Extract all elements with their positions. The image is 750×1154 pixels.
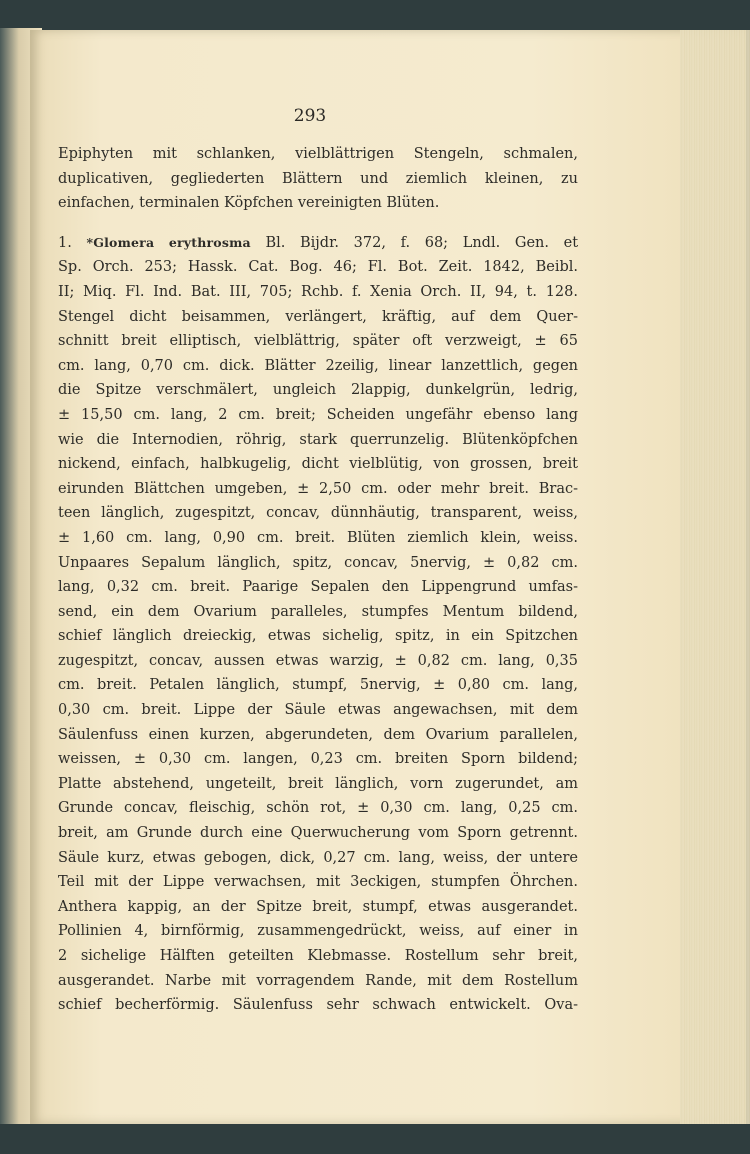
paragraph-gap: [58, 216, 578, 231]
text-line: Grunde concav, fleischig, schön rot, ± 0,30 cm. lang, 0,25 cm.: [58, 800, 578, 817]
text-line: weissen, ± 0,30 cm. langen, 0,23 cm. breiten Sporn bildend;: [58, 751, 578, 768]
text-line: eirunden Blättchen umgeben, ± 2,50 cm. oder mehr breit. Brac-: [58, 480, 578, 497]
text-line: Sp. Orch. 253; Hassk. Cat. Bog. 46; Fl. Bot. Zeit. 1842, Beibl.: [58, 259, 578, 276]
text-line: zugespitzt, concav, aussen etwas warzig, ± 0,82 cm. lang, 0,35: [58, 652, 578, 669]
text-line: Pollinien 4, birnförmig, zusammengedrückt, weiss, auf einer in: [58, 923, 578, 940]
text-line: II; Miq. Fl. Ind. Bat. III, 705; Rchb. f. Xenia Orch. II, 94, t. 128.: [58, 283, 578, 300]
text-line: cm. lang, 0,70 cm. dick. Blätter 2zeilig, linear lanzettlich, gegen: [58, 357, 578, 374]
text-line: Säulenfuss einen kurzen, abgerundeten, dem Ovarium parallelen,: [58, 726, 578, 743]
species-number: 1.: [58, 234, 72, 251]
intro-paragraph: [58, 142, 578, 216]
text-line: nickend, einfach, halbkugelig, dicht vielblütig, von grossen, breit: [58, 456, 578, 473]
text-line: 2 sichelige Hälften geteilten Klebmasse. Rostellum sehr breit,: [58, 948, 578, 964]
text-line: Anthera kappig, an der Spitze breit, stumpf, etwas ausgerandet.: [58, 898, 578, 915]
text-line: lang, 0,32 cm. breit. Paarige Sepalen den Lippengrund umfas-: [58, 579, 578, 596]
text-line: ausgerandet. Narbe mit vorragendem Rande, mit dem Rostellum: [58, 972, 578, 989]
text-line: 0,30 cm. breit. Lippe der Säule etwas angewachsen, mit dem: [58, 702, 578, 719]
text-line: ± 15,50 cm. lang, 2 cm. breit; Scheiden ungefähr ebenso lang: [58, 406, 578, 423]
text-line: Teil mit der Lippe verwachsen, mit 3eckigen, stumpfen Öhrchen.: [58, 874, 578, 891]
text-line: breit, am Grunde durch eine Querwucherung vom Sporn getrennt.: [58, 825, 578, 842]
species-citation: Bl. Bijdr. 372, f. 68; Lndl. Gen. et: [265, 234, 579, 251]
species-entry: [58, 231, 578, 1018]
species-name: *Glomera erythrosma: [86, 234, 251, 250]
text-line: teen länglich, zugespitzt, concav, dünnhäutig, transparent, weiss,: [58, 505, 578, 522]
text-line: Platte abstehend, ungeteilt, breit länglich, vorn zugerundet, am: [58, 775, 578, 792]
text-line: Säule kurz, etwas gebogen, dick, 0,27 cm. lang, weiss, der untere: [58, 849, 578, 866]
text-line: Epiphyten mit schlanken, vielblättrigen Stengeln, schmalen,: [58, 146, 578, 162]
text-line: schief länglich dreieckig, etwas sichelig, spitz, in ein Spitzchen: [58, 628, 578, 645]
text-line: send, ein dem Ovarium paralleles, stumpfes Mentum bildend,: [58, 603, 578, 620]
text-line: schief becherförmig. Säulenfuss sehr schwach entwickelt. Ova-: [58, 997, 578, 1014]
text-line: Unpaares Sepalum länglich, spitz, concav, 5nervig, ± 0,82 cm.: [58, 554, 578, 571]
text-line: cm. breit. Petalen länglich, stumpf, 5nervig, ± 0,80 cm. lang,: [58, 677, 578, 694]
page-stack-edge: [680, 30, 750, 1124]
species-heading-line: [58, 231, 578, 256]
text-line: Stengel dicht beisammen, verlängert, kräftig, auf dem Quer-: [58, 308, 578, 325]
text-line: wie die Internodien, röhrig, stark querrunzelig. Blütenköpfchen: [58, 431, 578, 448]
text-line: duplicativen, gegliederten Blättern und ziemlich kleinen, zu: [58, 170, 578, 187]
text-line: ± 1,60 cm. lang, 0,90 cm. breit. Blüten ziemlich klein, weiss.: [58, 529, 578, 546]
text-line: die Spitze verschmälert, ungleich 2lappig, dunkelgrün, ledrig,: [58, 382, 578, 399]
page-number: 293: [293, 106, 327, 126]
page-text: [58, 142, 578, 1018]
text-line: schnitt breit elliptisch, vielblättrig, später oft verzweigt, ± 65: [58, 333, 578, 350]
text-line: einfachen, terminalen Köpfchen vereinigten Blüten.: [58, 195, 440, 212]
